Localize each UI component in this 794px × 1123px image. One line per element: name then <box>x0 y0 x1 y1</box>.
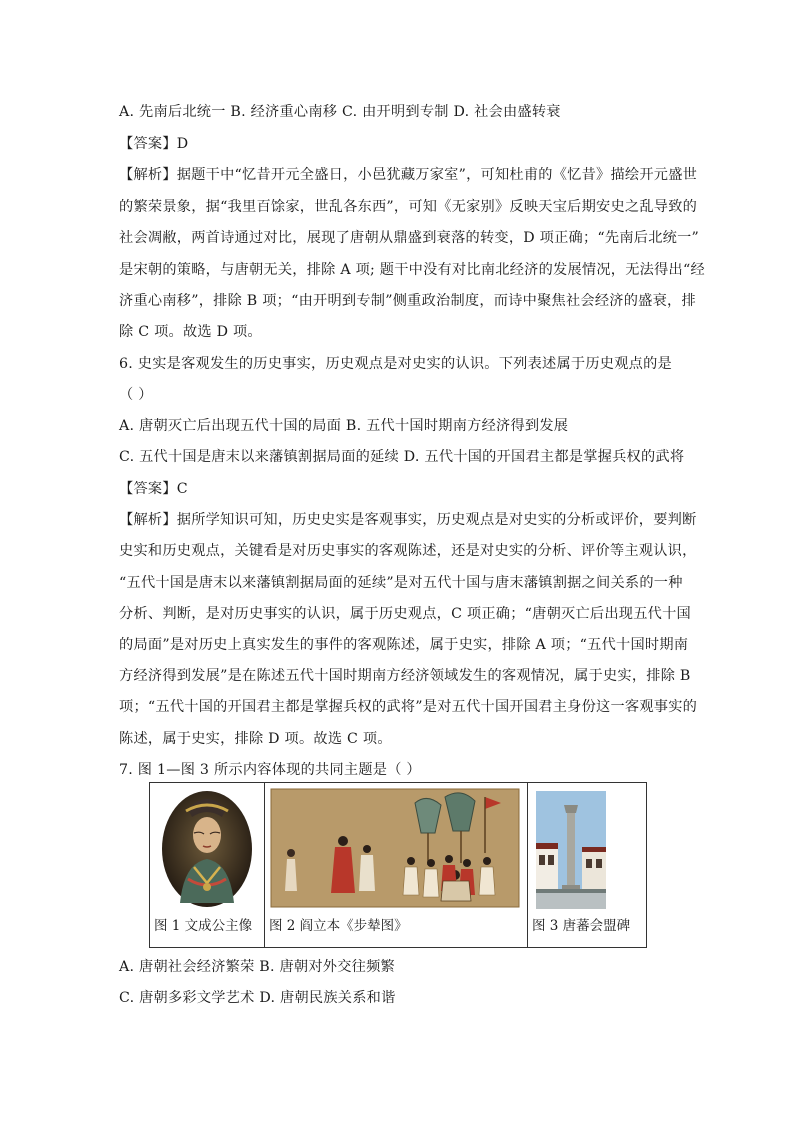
princess-wencheng-portrait <box>150 783 264 911</box>
q6-options-row-2: C. 五代十国是唐末以来藩镇割据局面的延续 D. 五代十国的开国君主都是掌握兵权的武将 <box>119 449 685 465</box>
tang-tibet-alliance-stele-photo <box>528 783 646 911</box>
bunian-tu-painting <box>265 783 527 911</box>
q7-stem: 7. 图 1—图 3 所示内容体现的共同主题是（ ） <box>119 762 421 778</box>
q7-figure-table <box>149 782 647 948</box>
q6-analysis-line: 史实和历史观点，关键看是对历史事实的客观陈述，还是对史实的分析、评价等主观认识， <box>119 543 697 559</box>
q6-analysis-line: 陈述，属于史实，排除 D 项。故选 C 项。 <box>119 731 392 747</box>
q5-analysis-line: 除 C 项。故选 D 项。 <box>119 324 262 340</box>
q6-analysis-line: 分析、判断，是对历史事实的认识，属于历史观点，C 项正确；“唐朝灭亡后出现五代十国 <box>119 606 691 622</box>
q5-analysis-line: 社会凋敝，两首诗通过对比，展现了唐朝从鼎盛到衰落的转变，D 项正确；“先南后北统一” <box>119 230 700 246</box>
q7-options-row-1: A. 唐朝社会经济繁荣 B. 唐朝对外交往频繁 <box>119 959 395 975</box>
figure-3-caption: 图 3 唐蕃会盟碑 <box>532 918 631 934</box>
q5-analysis-line: 【解析】据题干中“忆昔开元全盛日，小邑犹藏万家室”，可知杜甫的《忆昔》描绘开元盛世 <box>119 167 698 183</box>
q6-stem: 6. 史实是客观发生的历史事实，历史观点是对史实的认识。下列表述属于历史观点的是 <box>119 356 672 372</box>
figure-2-caption: 图 2 阎立本《步辇图》 <box>269 918 408 934</box>
q6-analysis-line: “五代十国是唐末以来藩镇割据局面的延续”是对五代十国与唐末藩镇割据之间关系的一种 <box>119 575 683 591</box>
q5-options: A. 先南后北统一 B. 经济重心南移 C. 由开明到专制 D. 社会由盛转衰 <box>119 104 561 120</box>
q5-analysis-line: 济重心南移”，排除 B 项；“由开明到专制”侧重政治制度，而诗中聚焦社会经济的盛衰，排 <box>119 293 696 309</box>
figure-1-caption: 图 1 文成公主像 <box>154 918 253 934</box>
figure-2-cell <box>265 783 528 948</box>
q6-analysis-line: 项；“五代十国的开国君主都是掌握兵权的武将”是对五代十国开国君主身份这一客观事实的 <box>119 699 698 715</box>
q6-analysis-line: 方经济得到发展”是在陈述五代十国时期南方经济领域发生的客观情况，属于史实，排除 B <box>119 668 691 684</box>
q6-answer-paren: （ ） <box>119 387 153 403</box>
q6-answer: 【答案】C <box>119 481 188 497</box>
q6-analysis-line: 的局面”是对历史上真实发生的事件的客观陈述，属于史实，排除 A 项；“五代十国时期南 <box>119 637 689 653</box>
figure-1-cell <box>150 783 265 948</box>
q6-options-row-1: A. 唐朝灭亡后出现五代十国的局面 B. 五代十国时期南方经济得到发展 <box>119 418 569 434</box>
q7-options-row-2: C. 唐朝多彩文学艺术 D. 唐朝民族关系和谐 <box>119 990 396 1006</box>
q6-analysis-line: 【解析】据所学知识可知，历史史实是客观事实，历史观点是对史实的分析或评价，要判断 <box>119 512 697 528</box>
q5-analysis-line: 是宋朝的策略，与唐朝无关，排除 A 项; 题干中没有对比南北经济的发展情况，无法得出“经 <box>119 262 705 278</box>
q5-analysis-line: 的繁荣景象，据“我里百馀家，世乱各东西”，可知《无家别》反映天宝后期安史之乱导致的 <box>119 199 698 215</box>
figure-3-cell <box>528 783 647 948</box>
q5-answer: 【答案】D <box>119 136 189 152</box>
